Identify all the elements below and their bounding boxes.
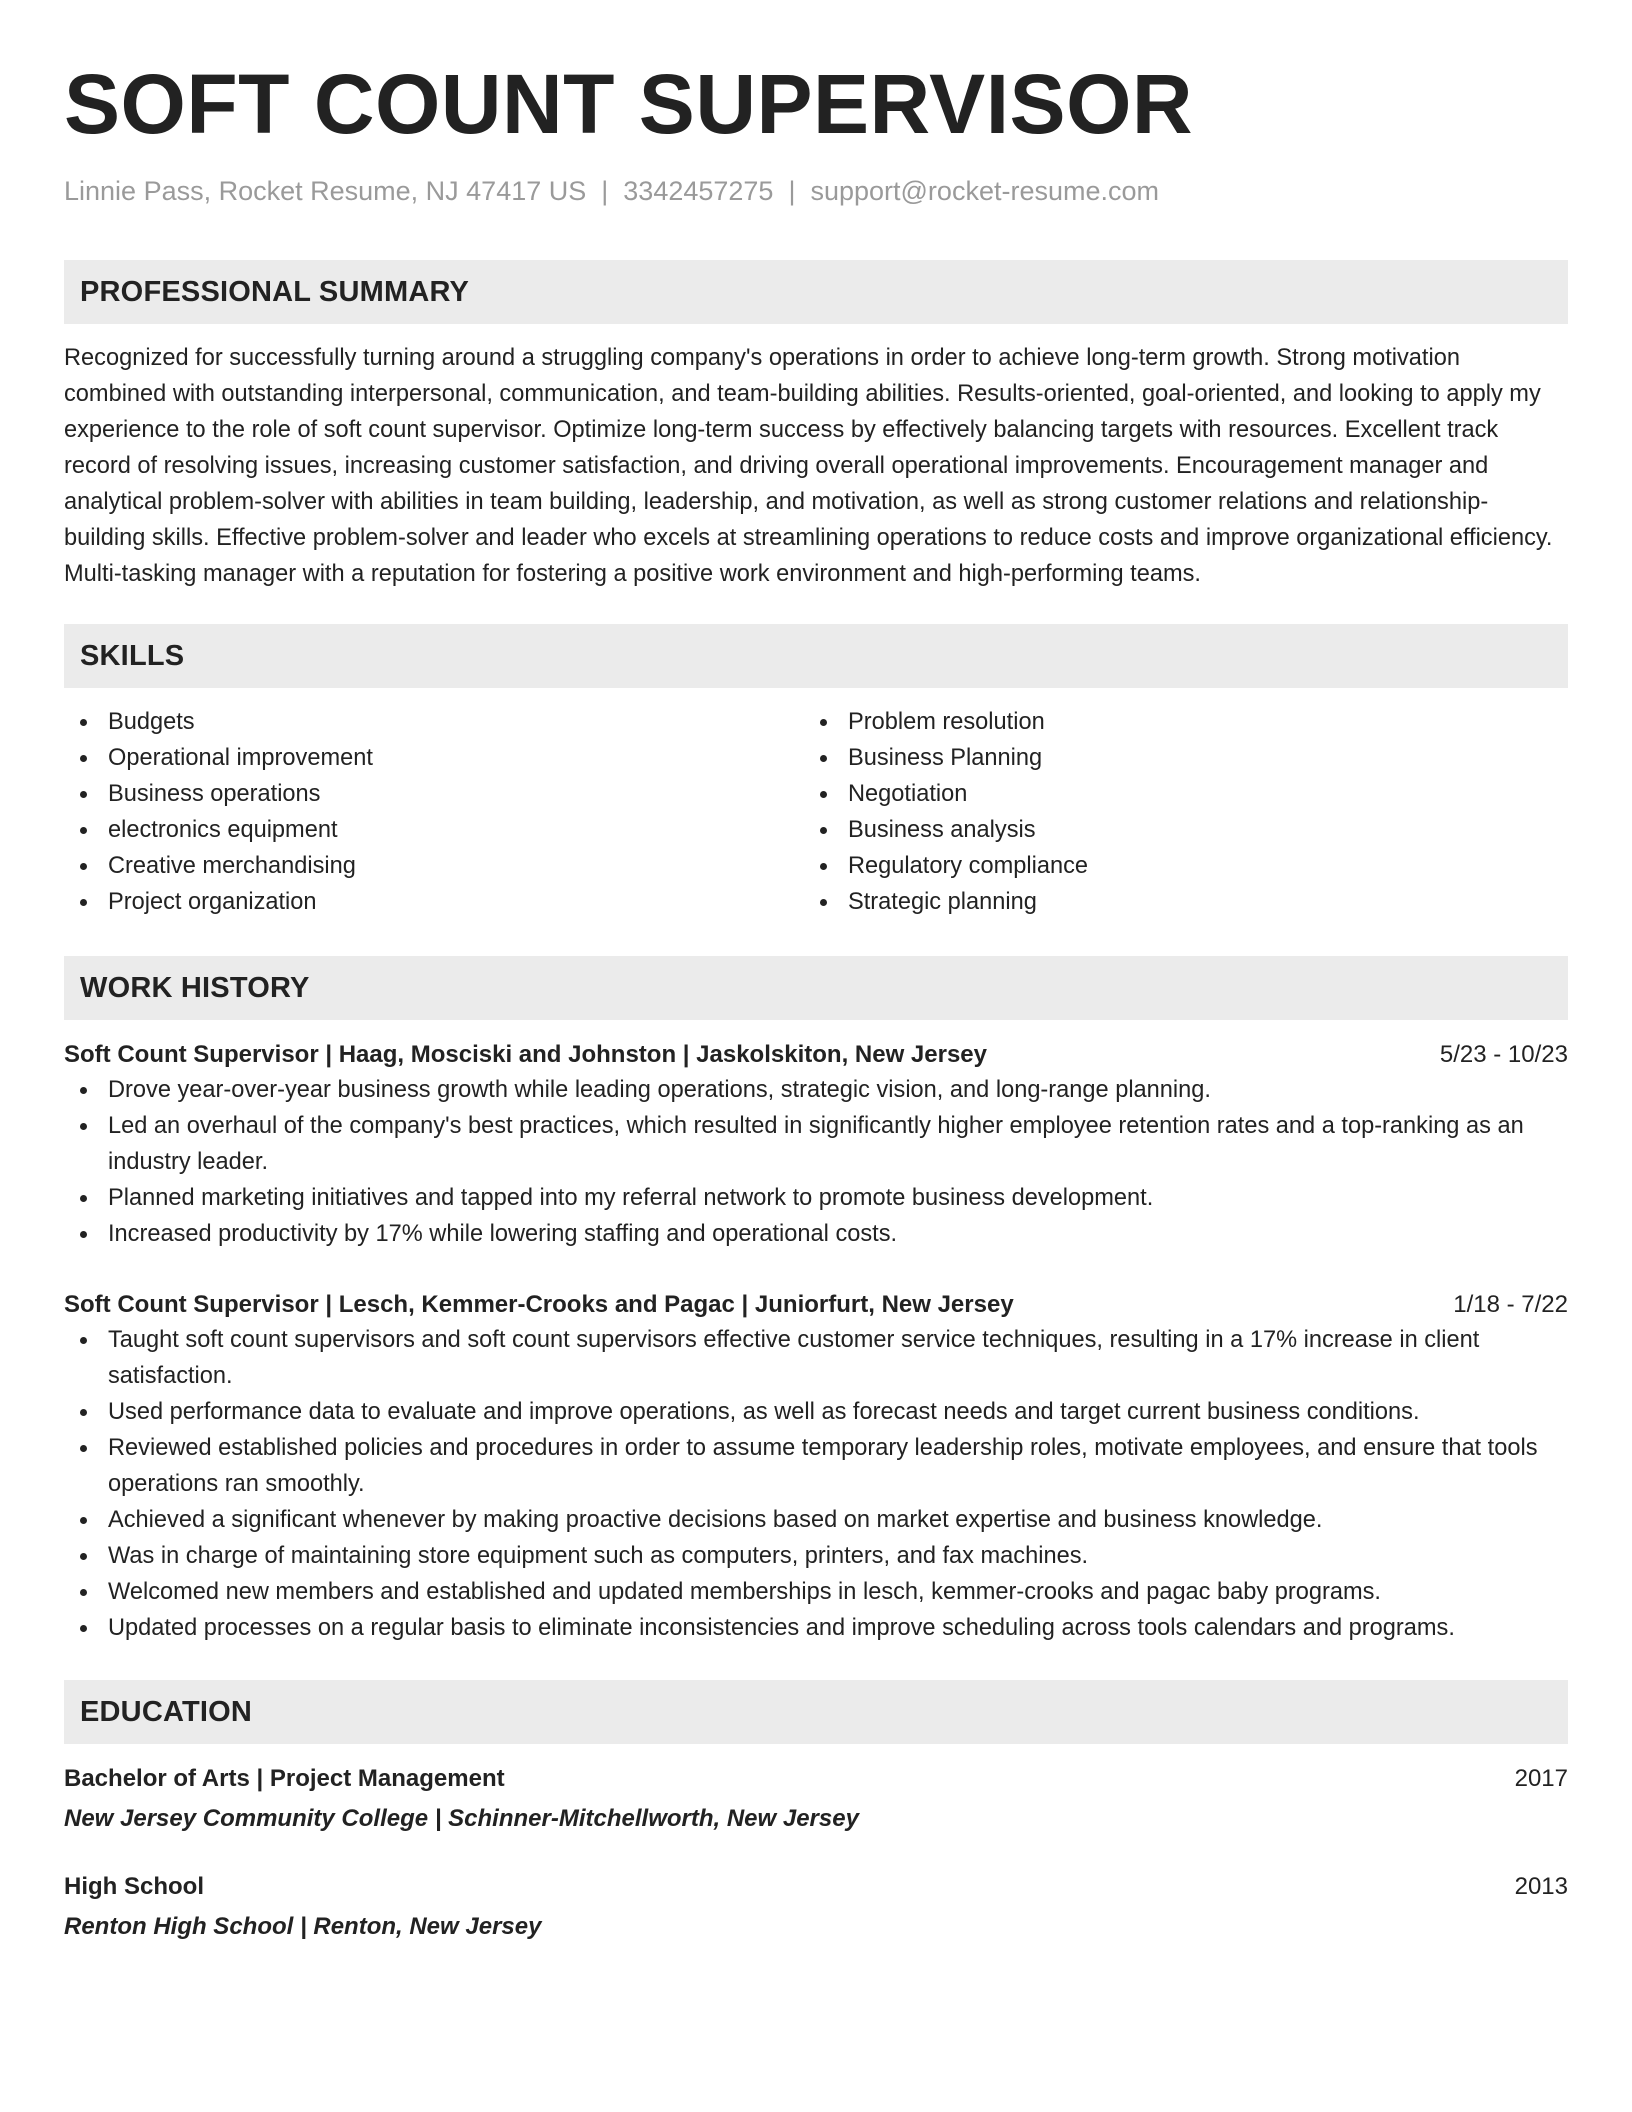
job-bullet xyxy=(64,1072,1568,1108)
job-bullet xyxy=(64,1216,1568,1252)
education-year: 2017 xyxy=(1514,1765,1568,1792)
work-history-heading: WORK HISTORY xyxy=(64,956,1568,1020)
skill-label: Problem resolution xyxy=(848,709,1045,735)
contact-email: support@rocket-resume.com xyxy=(810,176,1159,206)
bullet-icon xyxy=(80,1517,87,1524)
bullet-icon xyxy=(820,863,827,870)
job-bullet-text: Welcomed new members and established and updated memberships in lesch, kemmer-crooks and pagac baby programs. xyxy=(108,1579,1381,1605)
education-heading: EDUCATION xyxy=(64,1680,1568,1744)
job-bullet xyxy=(64,1538,1568,1574)
bullet-icon xyxy=(80,1123,87,1130)
skill-label: Business operations xyxy=(108,781,321,807)
bullet-icon xyxy=(80,1625,87,1632)
job-dates: 1/18 - 7/22 xyxy=(1453,1291,1568,1318)
job-header xyxy=(64,1038,1568,1072)
bullet-icon xyxy=(820,755,827,762)
bullet-icon xyxy=(80,1409,87,1416)
job-bullet xyxy=(64,1610,1568,1646)
job-bullet-text: Led an overhaul of the company's best practices, which resulted in significantly higher employee retention rates and a top-ranking as an industry leader. xyxy=(108,1113,1524,1175)
skill-item xyxy=(804,812,1544,848)
skill-label: Creative merchandising xyxy=(108,853,356,879)
job-bullet-text: Was in charge of maintaining store equipment such as computers, printers, and fax machines. xyxy=(108,1543,1089,1569)
education-school: Renton High School | Renton, New Jersey xyxy=(64,1913,542,1940)
education-degree: Bachelor of Arts | Project Management xyxy=(64,1765,505,1792)
bullet-icon xyxy=(80,1337,87,1344)
skill-item xyxy=(64,884,804,920)
job-bullet xyxy=(64,1108,1568,1180)
bullet-icon xyxy=(80,1445,87,1452)
skill-item xyxy=(804,776,1544,812)
contact-address: Linnie Pass, Rocket Resume, NJ 47417 US xyxy=(64,176,587,206)
bullet-icon xyxy=(80,755,87,762)
skill-item xyxy=(804,740,1544,776)
skill-label: Budgets xyxy=(108,709,195,735)
job-bullet-text: Taught soft count supervisors and soft count supervisors effective customer service techniques, resulting in a 17% increase in client satisfaction. xyxy=(108,1327,1480,1389)
skill-label: Strategic planning xyxy=(848,889,1037,915)
bullet-icon xyxy=(80,1589,87,1596)
skill-label: Negotiation xyxy=(848,781,968,807)
skill-item xyxy=(64,776,804,812)
job-bullet-text: Updated processes on a regular basis to eliminate inconsistencies and improve scheduling across tools calendars and programs. xyxy=(108,1615,1455,1641)
job-bullet-text: Drove year-over-year business growth while leading operations, strategic vision, and long-range planning. xyxy=(108,1077,1211,1103)
skill-item xyxy=(804,704,1544,740)
contact-separator: | xyxy=(788,176,796,206)
education-degree: High School xyxy=(64,1873,204,1900)
job-header xyxy=(64,1288,1568,1322)
bullet-icon xyxy=(80,719,87,726)
education-year: 2013 xyxy=(1514,1873,1568,1900)
job-bullet-text: Reviewed established policies and procedures in order to assume temporary leadership roles, motivate employees, and ensure that tools operations ran smoothly. xyxy=(108,1435,1538,1497)
bullet-icon xyxy=(80,1231,87,1238)
contact-phone: 3342457275 xyxy=(623,176,774,206)
job-bullet xyxy=(64,1394,1568,1430)
job-bullet xyxy=(64,1322,1568,1394)
skill-item xyxy=(804,884,1544,920)
education-school: New Jersey Community College | Schinner-Mitchellworth, New Jersey xyxy=(64,1805,859,1832)
education-header xyxy=(64,1762,1568,1796)
job-bullet xyxy=(64,1502,1568,1538)
job-bullet-text: Planned marketing initiatives and tapped into my referral network to promote business development. xyxy=(108,1185,1154,1211)
skills-column-right xyxy=(804,704,1544,920)
bullet-icon xyxy=(80,899,87,906)
job-bullet-text: Used performance data to evaluate and improve operations, as well as forecast needs and target current business conditions. xyxy=(108,1399,1420,1425)
bullet-icon xyxy=(80,791,87,798)
skills-list xyxy=(64,704,1568,920)
contact-line xyxy=(64,174,1568,208)
job-dates: 5/23 - 10/23 xyxy=(1439,1041,1568,1068)
summary-text: Recognized for successfully turning around a struggling company's operations in order to achieve long-term growth. Strong motivation combined with outstanding interpersonal, communication, and team-building abilities. Results-oriented, goal-oriented, and looking to apply my experience to the role of soft count supervisor. Optimize long-term success by effectively balancing targets with resources. Excellent track record of resolving issues, increasing customer satisfaction, and driving overall operational improvements. Encouragement manager and analytical problem-solver with abilities in team building, leadership, and motivation, as well as strong customer relations and relationship-building skills. Effective problem-solver and leader who excels at streamlining operations to reduce costs and improve organizational efficiency. Multi-tasking manager with a reputation for fostering a positive work environment and high-performing teams. xyxy=(64,345,1553,587)
skill-label: electronics equipment xyxy=(108,817,338,843)
job-bullets xyxy=(64,1322,1568,1646)
skill-label: Regulatory compliance xyxy=(848,853,1088,879)
bullet-icon xyxy=(80,827,87,834)
job-bullet-text: Achieved a significant whenever by making proactive decisions based on market expertise and business knowledge. xyxy=(108,1507,1323,1533)
bullet-icon xyxy=(820,719,827,726)
skills-column-left xyxy=(64,704,804,920)
summary-heading: PROFESSIONAL SUMMARY xyxy=(64,260,1568,324)
skill-item xyxy=(64,704,804,740)
skill-item xyxy=(804,848,1544,884)
bullet-icon xyxy=(820,899,827,906)
bullet-icon xyxy=(820,827,827,834)
job-bullet xyxy=(64,1180,1568,1216)
skill-label: Business analysis xyxy=(848,817,1036,843)
skill-item xyxy=(64,740,804,776)
job-bullet xyxy=(64,1430,1568,1502)
job-title: Soft Count Supervisor | Haag, Mosciski and Johnston | Jaskolskiton, New Jersey xyxy=(64,1041,987,1068)
job-bullet-text: Increased productivity by 17% while lowering staffing and operational costs. xyxy=(108,1221,898,1247)
education-entry xyxy=(64,1762,1568,1836)
skill-label: Operational improvement xyxy=(108,745,373,771)
skills-heading: SKILLS xyxy=(64,624,1568,688)
education-entry xyxy=(64,1870,1568,1944)
skill-label: Project organization xyxy=(108,889,317,915)
bullet-icon xyxy=(80,1087,87,1094)
education-header xyxy=(64,1870,1568,1904)
skill-item xyxy=(64,848,804,884)
job-bullet xyxy=(64,1574,1568,1610)
contact-separator: | xyxy=(601,176,609,206)
skill-label: Business Planning xyxy=(848,745,1043,771)
skill-item xyxy=(64,812,804,848)
bullet-icon xyxy=(820,791,827,798)
job-bullets xyxy=(64,1072,1568,1252)
bullet-icon xyxy=(80,1553,87,1560)
job-title: Soft Count Supervisor | Lesch, Kemmer-Crooks and Pagac | Juniorfurt, New Jersey xyxy=(64,1291,1014,1318)
bullet-icon xyxy=(80,1195,87,1202)
resume-title: SOFT COUNT SUPERVISOR xyxy=(64,57,1194,151)
bullet-icon xyxy=(80,863,87,870)
